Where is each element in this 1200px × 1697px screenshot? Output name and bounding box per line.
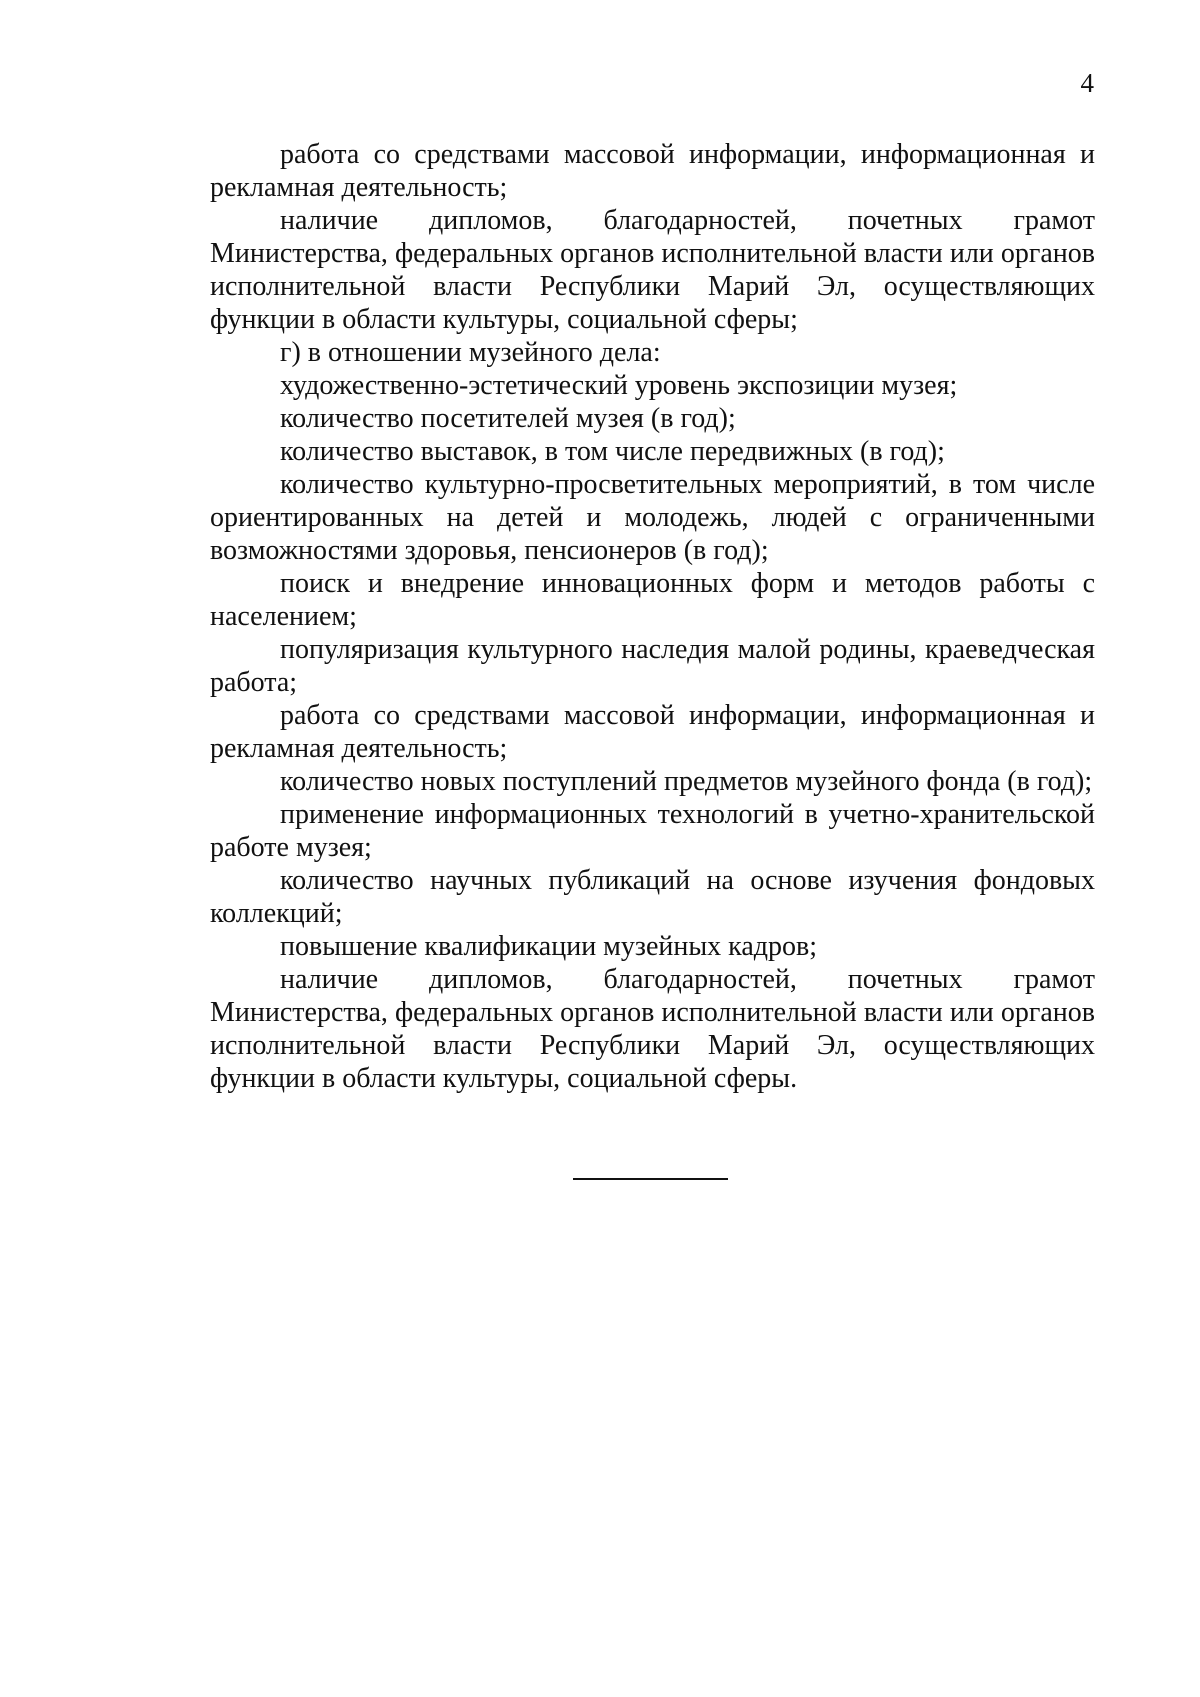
- paragraph: наличие дипломов, благодарностей, почетных грамот Министерства, федеральных органов исполнительной власти или органов исполнительной власти Республики Марий Эл, осуществляющих функции в области культуры, социальной сферы.: [210, 964, 1095, 1094]
- paragraph: количество посетителей музея (в год);: [280, 403, 736, 434]
- document-body: [210, 138, 1095, 1095]
- section-heading: г) в отношении музейного дела:: [280, 337, 661, 368]
- paragraph: количество новых поступлений предметов музейного фонда (в год);: [280, 766, 1093, 797]
- paragraph: работа со средствами массовой информации, информационная и рекламная деятельность;: [210, 139, 1095, 203]
- paragraph: применение информационных технологий в учетно-хранительской работе музея;: [210, 799, 1095, 863]
- paragraph: количество выставок, в том числе передвижных (в год);: [280, 436, 945, 467]
- paragraph: наличие дипломов, благодарностей, почетных грамот Министерства, федеральных органов исполнительной власти или органов исполнительной власти Республики Марий Эл, осуществляющих функции в области культуры, социальной сферы;: [210, 205, 1095, 335]
- page-number: 4: [1080, 68, 1094, 98]
- end-separator-line: [573, 1178, 728, 1180]
- paragraph: повышение квалификации музейных кадров;: [280, 931, 818, 962]
- paragraph: работа со средствами массовой информации, информационная и рекламная деятельность;: [210, 700, 1095, 764]
- paragraph: поиск и внедрение инновационных форм и методов работы с населением;: [210, 568, 1095, 632]
- paragraph: художественно-эстетический уровень экспозиции музея;: [280, 370, 958, 401]
- paragraph: количество научных публикаций на основе изучения фондовых коллекций;: [210, 865, 1095, 929]
- paragraph: популяризация культурного наследия малой родины, краеведческая работа;: [210, 634, 1095, 698]
- paragraph: количество культурно-просветительных мероприятий, в том числе ориентированных на детей и молодежь, людей с ограниченными возможностями здоровья, пенсионеров (в год);: [210, 469, 1095, 566]
